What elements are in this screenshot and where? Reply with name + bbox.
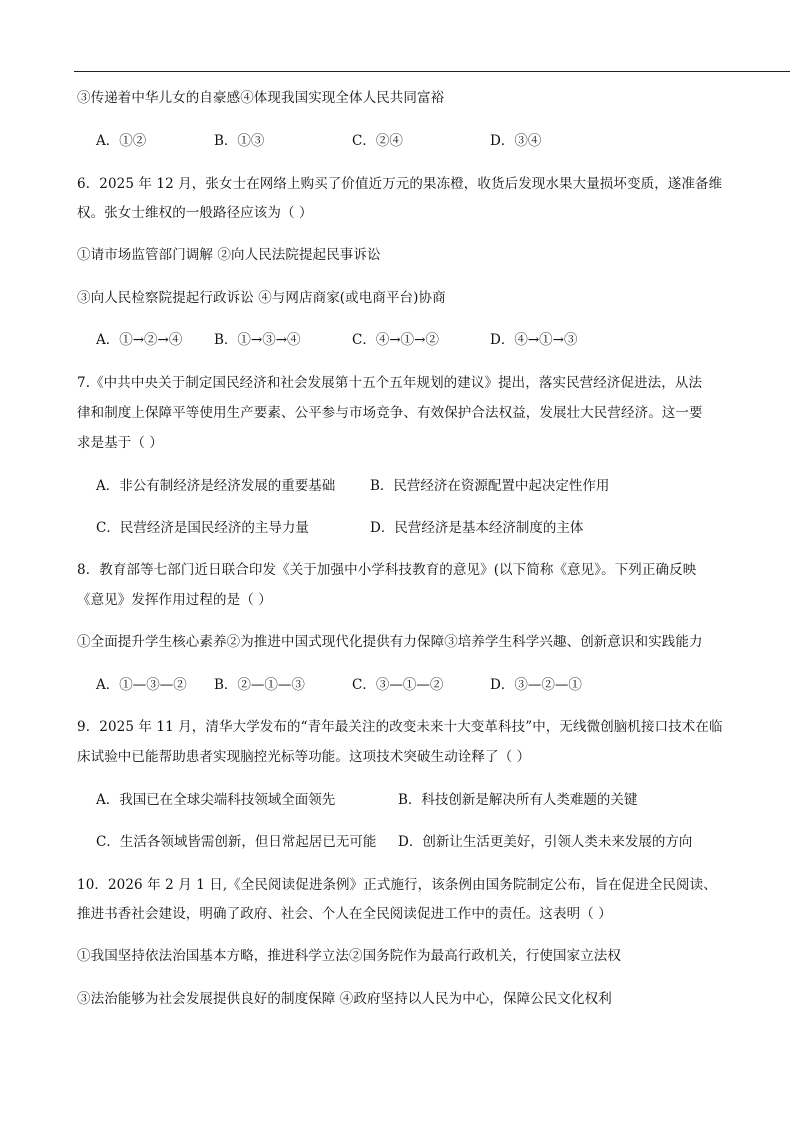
q5-option-c[interactable]: C．②④ bbox=[352, 133, 403, 149]
q5-option-b[interactable]: B．①③ bbox=[214, 133, 265, 149]
q6-option-c[interactable]: C．④→①→② bbox=[352, 332, 439, 348]
q6-statement-line-1: ①请市场监管部门调解 ②向人民法院提起民事诉讼 bbox=[77, 247, 381, 263]
q10-stem-line-2: 推进书香社会建设，明确了政府、社会、个人在全民阅读促进工作中的责任。这表明（ ） bbox=[77, 906, 612, 922]
q9-stem-line-2: 床试验中已能帮助患者实现脑控光标等功能。这项技术突破生动诠释了（ ） bbox=[77, 749, 531, 765]
q7-stem-line-2: 律和制度上保障平等使用生产要素、公平参与市场竞争、有效保护合法权益，发展壮大民营经济。这一要 bbox=[77, 405, 703, 421]
q8-statement-line: ①全面提升学生核心素养②为推进中国式现代化提供有力保障③培养学生科学兴趣、创新意识和实践能力 bbox=[77, 634, 703, 650]
q8-option-a[interactable]: A．①—③—② bbox=[96, 677, 187, 693]
q9-stem-line-1: 9．2025 年 11 月，清华大学发布的“青年最关注的改变未来十大变革科技”中，无线微创脑机接口技术在临 bbox=[77, 719, 723, 735]
q6-option-a[interactable]: A．①→②→④ bbox=[96, 332, 183, 348]
q10-statement-line-1: ①我国坚持依法治国基本方略，推进科学立法②国务院作为最高行政机关，行使国家立法权 bbox=[77, 948, 621, 964]
q7-option-b[interactable]: B．民营经济在资源配置中起决定性作用 bbox=[370, 478, 610, 494]
q8-option-c[interactable]: C．③—①—② bbox=[352, 677, 444, 693]
q10-statement-line-2: ③法治能够为社会发展提供良好的制度保障 ④政府坚持以人民为中心，保障公民文化权利 bbox=[77, 991, 612, 1007]
q7-option-c[interactable]: C．民营经济是国民经济的主导力量 bbox=[96, 520, 309, 536]
q8-option-d[interactable]: D．③—②—① bbox=[490, 677, 582, 693]
q7-option-d[interactable]: D．民营经济是基本经济制度的主体 bbox=[370, 520, 584, 536]
q7-option-a[interactable]: A．非公有制经济是经济发展的重要基础 bbox=[96, 478, 336, 494]
header-rule bbox=[74, 71, 790, 72]
q6-statement-line-2: ③向人民检察院提起行政诉讼 ④与网店商家(或电商平台)协商 bbox=[77, 290, 446, 306]
q5-option-d[interactable]: D．③④ bbox=[490, 133, 542, 149]
q8-option-b[interactable]: B．②—①—③ bbox=[214, 677, 305, 693]
q6-option-d[interactable]: D．④→①→③ bbox=[490, 332, 578, 348]
q8-stem-line-1: 8．教育部等七部门近日联合印发《关于加强中小学科技教育的意见》(以下简称《意见》。下列正确反映 bbox=[77, 562, 697, 578]
q9-option-c[interactable]: C．生活各领域皆需创新，但日常起居已无可能 bbox=[96, 834, 377, 850]
q7-stem-line-3: 求是基于（ ） bbox=[77, 435, 163, 451]
q9-option-a[interactable]: A．我国已在全球尖端科技领域全面领先 bbox=[96, 792, 336, 808]
q5-option-a[interactable]: A．①② bbox=[96, 133, 147, 149]
q7-stem-line-1: 7.《中共中央关于制定国民经济和社会发展第十五个五年规划的建议》提出，落实民营经济促进法，从法 bbox=[77, 375, 703, 391]
q6-option-b[interactable]: B．①→③→④ bbox=[214, 332, 301, 348]
q8-stem-line-2: 《意见》发挥作用过程的是（ ） bbox=[77, 592, 272, 608]
q9-option-d[interactable]: D．创新让生活更美好，引领人类未来发展的方向 bbox=[398, 834, 693, 850]
q6-stem-line-1: 6．2025 年 12 月，张女士在网络上购买了价值近万元的果冻橙，收货后发现水果大量损坏变质，遂准备维 bbox=[77, 176, 723, 192]
q6-stem-line-2: 权。张女士维权的一般路径应该为（ ） bbox=[77, 205, 313, 221]
q10-stem-line-1: 10．2026 年 2 月 1 日,《全民阅读促进条例》正式施行，该条例由国务院制定公布，旨在促进全民阅读、 bbox=[77, 877, 717, 893]
q9-option-b[interactable]: B．科技创新是解决所有人类难题的关键 bbox=[398, 792, 638, 808]
q5-statement-line: ③传递着中华儿女的自豪感④体现我国实现全体人民共同富裕 bbox=[77, 90, 445, 106]
